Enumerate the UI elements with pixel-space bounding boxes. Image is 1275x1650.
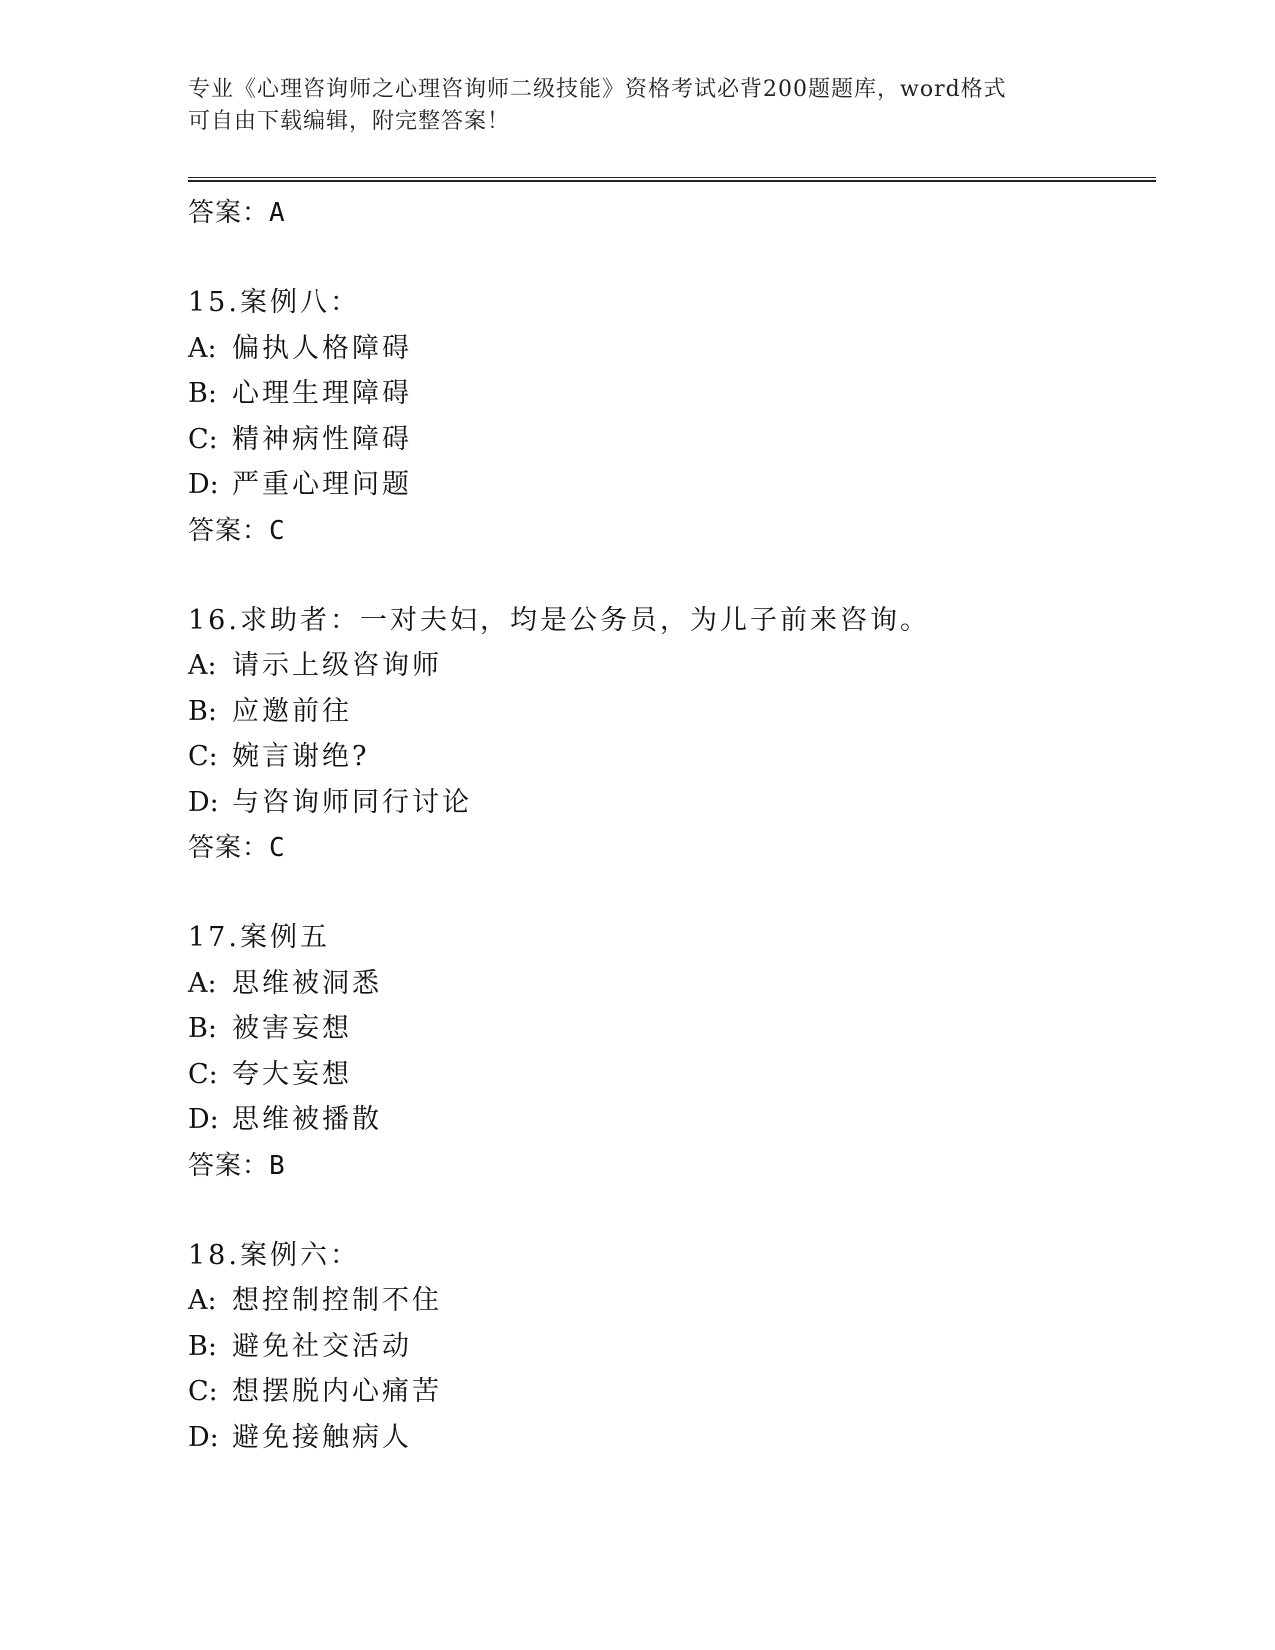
- answer-prefix: 答案：: [188, 1150, 270, 1181]
- option-letter: C:: [188, 1058, 218, 1090]
- option-d: [188, 1097, 1148, 1143]
- answer-value: A: [269, 198, 286, 228]
- option-letter: C:: [188, 1376, 218, 1407]
- option-d: [188, 1415, 1148, 1461]
- question-text: 案例八：: [239, 287, 360, 318]
- question-number: 18.: [188, 1239, 240, 1271]
- option-letter: A:: [188, 332, 217, 364]
- answer-value: B: [269, 1150, 286, 1181]
- option-letter: B:: [188, 695, 217, 727]
- answer-line: [188, 190, 1148, 236]
- question-stem: [188, 598, 1148, 644]
- option-c: [188, 734, 1148, 780]
- option-a: [188, 643, 1148, 689]
- question-stem: [188, 280, 1148, 326]
- question-text: 求助者：一对夫妇，均是公务员，为儿子前来咨询。: [239, 604, 930, 636]
- option-text: 夸大妄想: [232, 1058, 352, 1090]
- question-text: 案例五: [239, 922, 330, 953]
- question-text: 案例六：: [239, 1239, 360, 1271]
- option-a: [188, 961, 1148, 1007]
- header-rule-thick: [188, 180, 1156, 182]
- question-15: [188, 280, 1148, 554]
- option-b: [188, 371, 1148, 417]
- option-letter: B:: [188, 1013, 217, 1044]
- option-text: 被害妄想: [232, 1013, 352, 1044]
- option-b: [188, 689, 1148, 735]
- option-text: 应邀前往: [232, 695, 352, 727]
- option-letter: B:: [188, 1330, 217, 1362]
- option-text: 请示上级咨询师: [232, 650, 442, 681]
- option-c: [188, 1369, 1148, 1415]
- option-letter: A:: [188, 650, 217, 681]
- option-text: 避免社交活动: [232, 1330, 412, 1362]
- header-line-2: 可自由下载编辑，附完整答案！: [188, 109, 511, 134]
- option-letter: C:: [188, 741, 218, 772]
- option-text: 严重心理问题: [232, 469, 412, 500]
- answer-value: C: [269, 833, 286, 863]
- option-a: [188, 1278, 1148, 1324]
- option-d: [188, 462, 1148, 508]
- option-text: 婉言谢绝?: [232, 741, 370, 772]
- question-stem: [188, 1233, 1148, 1279]
- question-list: [188, 190, 1148, 1460]
- answer-line: [188, 825, 1148, 871]
- option-letter: D:: [188, 469, 219, 500]
- question-16: [188, 598, 1148, 872]
- option-text: 偏执人格障碍: [232, 332, 412, 364]
- option-letter: B:: [188, 378, 217, 409]
- answer-line: [188, 508, 1148, 554]
- answer-prefix: 答案：: [188, 515, 270, 546]
- option-text: 心理生理障碍: [232, 378, 412, 409]
- option-text: 想控制控制不住: [232, 1285, 442, 1316]
- option-letter: A:: [188, 1285, 217, 1316]
- option-letter: D:: [188, 1104, 219, 1135]
- question-stem: [188, 915, 1148, 961]
- option-a: [188, 326, 1148, 372]
- option-text: 与咨询师同行讨论: [232, 786, 472, 818]
- question-18: [188, 1233, 1148, 1461]
- answer-line: [188, 1143, 1148, 1189]
- option-d: [188, 780, 1148, 826]
- question-number: 17.: [188, 922, 240, 953]
- option-c: [188, 1052, 1148, 1098]
- question-number: 15.: [188, 287, 240, 318]
- option-letter: D:: [188, 786, 219, 818]
- option-text: 思维被播散: [232, 1104, 382, 1135]
- document-header: [188, 74, 1088, 138]
- header-line-1: 专业《心理咨询师之心理咨询师二级技能》资格考试必背200题题库，word格式: [188, 77, 1007, 102]
- answer-value: C: [269, 515, 286, 546]
- option-text: 精神病性障碍: [232, 423, 412, 455]
- question-number: 16.: [188, 604, 240, 636]
- question-17: [188, 915, 1148, 1189]
- option-letter: C:: [188, 423, 218, 455]
- option-letter: D:: [188, 1421, 219, 1453]
- answer-prefix: 答案：: [188, 198, 270, 228]
- option-b: [188, 1006, 1148, 1052]
- option-letter: A:: [188, 967, 217, 999]
- header-rule-thin: [188, 177, 1156, 178]
- option-b: [188, 1324, 1148, 1370]
- option-text: 避免接触病人: [232, 1421, 412, 1453]
- option-text: 想摆脱内心痛苦: [232, 1376, 442, 1407]
- option-text: 思维被洞悉: [232, 967, 382, 999]
- answer-prefix: 答案：: [188, 833, 270, 863]
- option-c: [188, 417, 1148, 463]
